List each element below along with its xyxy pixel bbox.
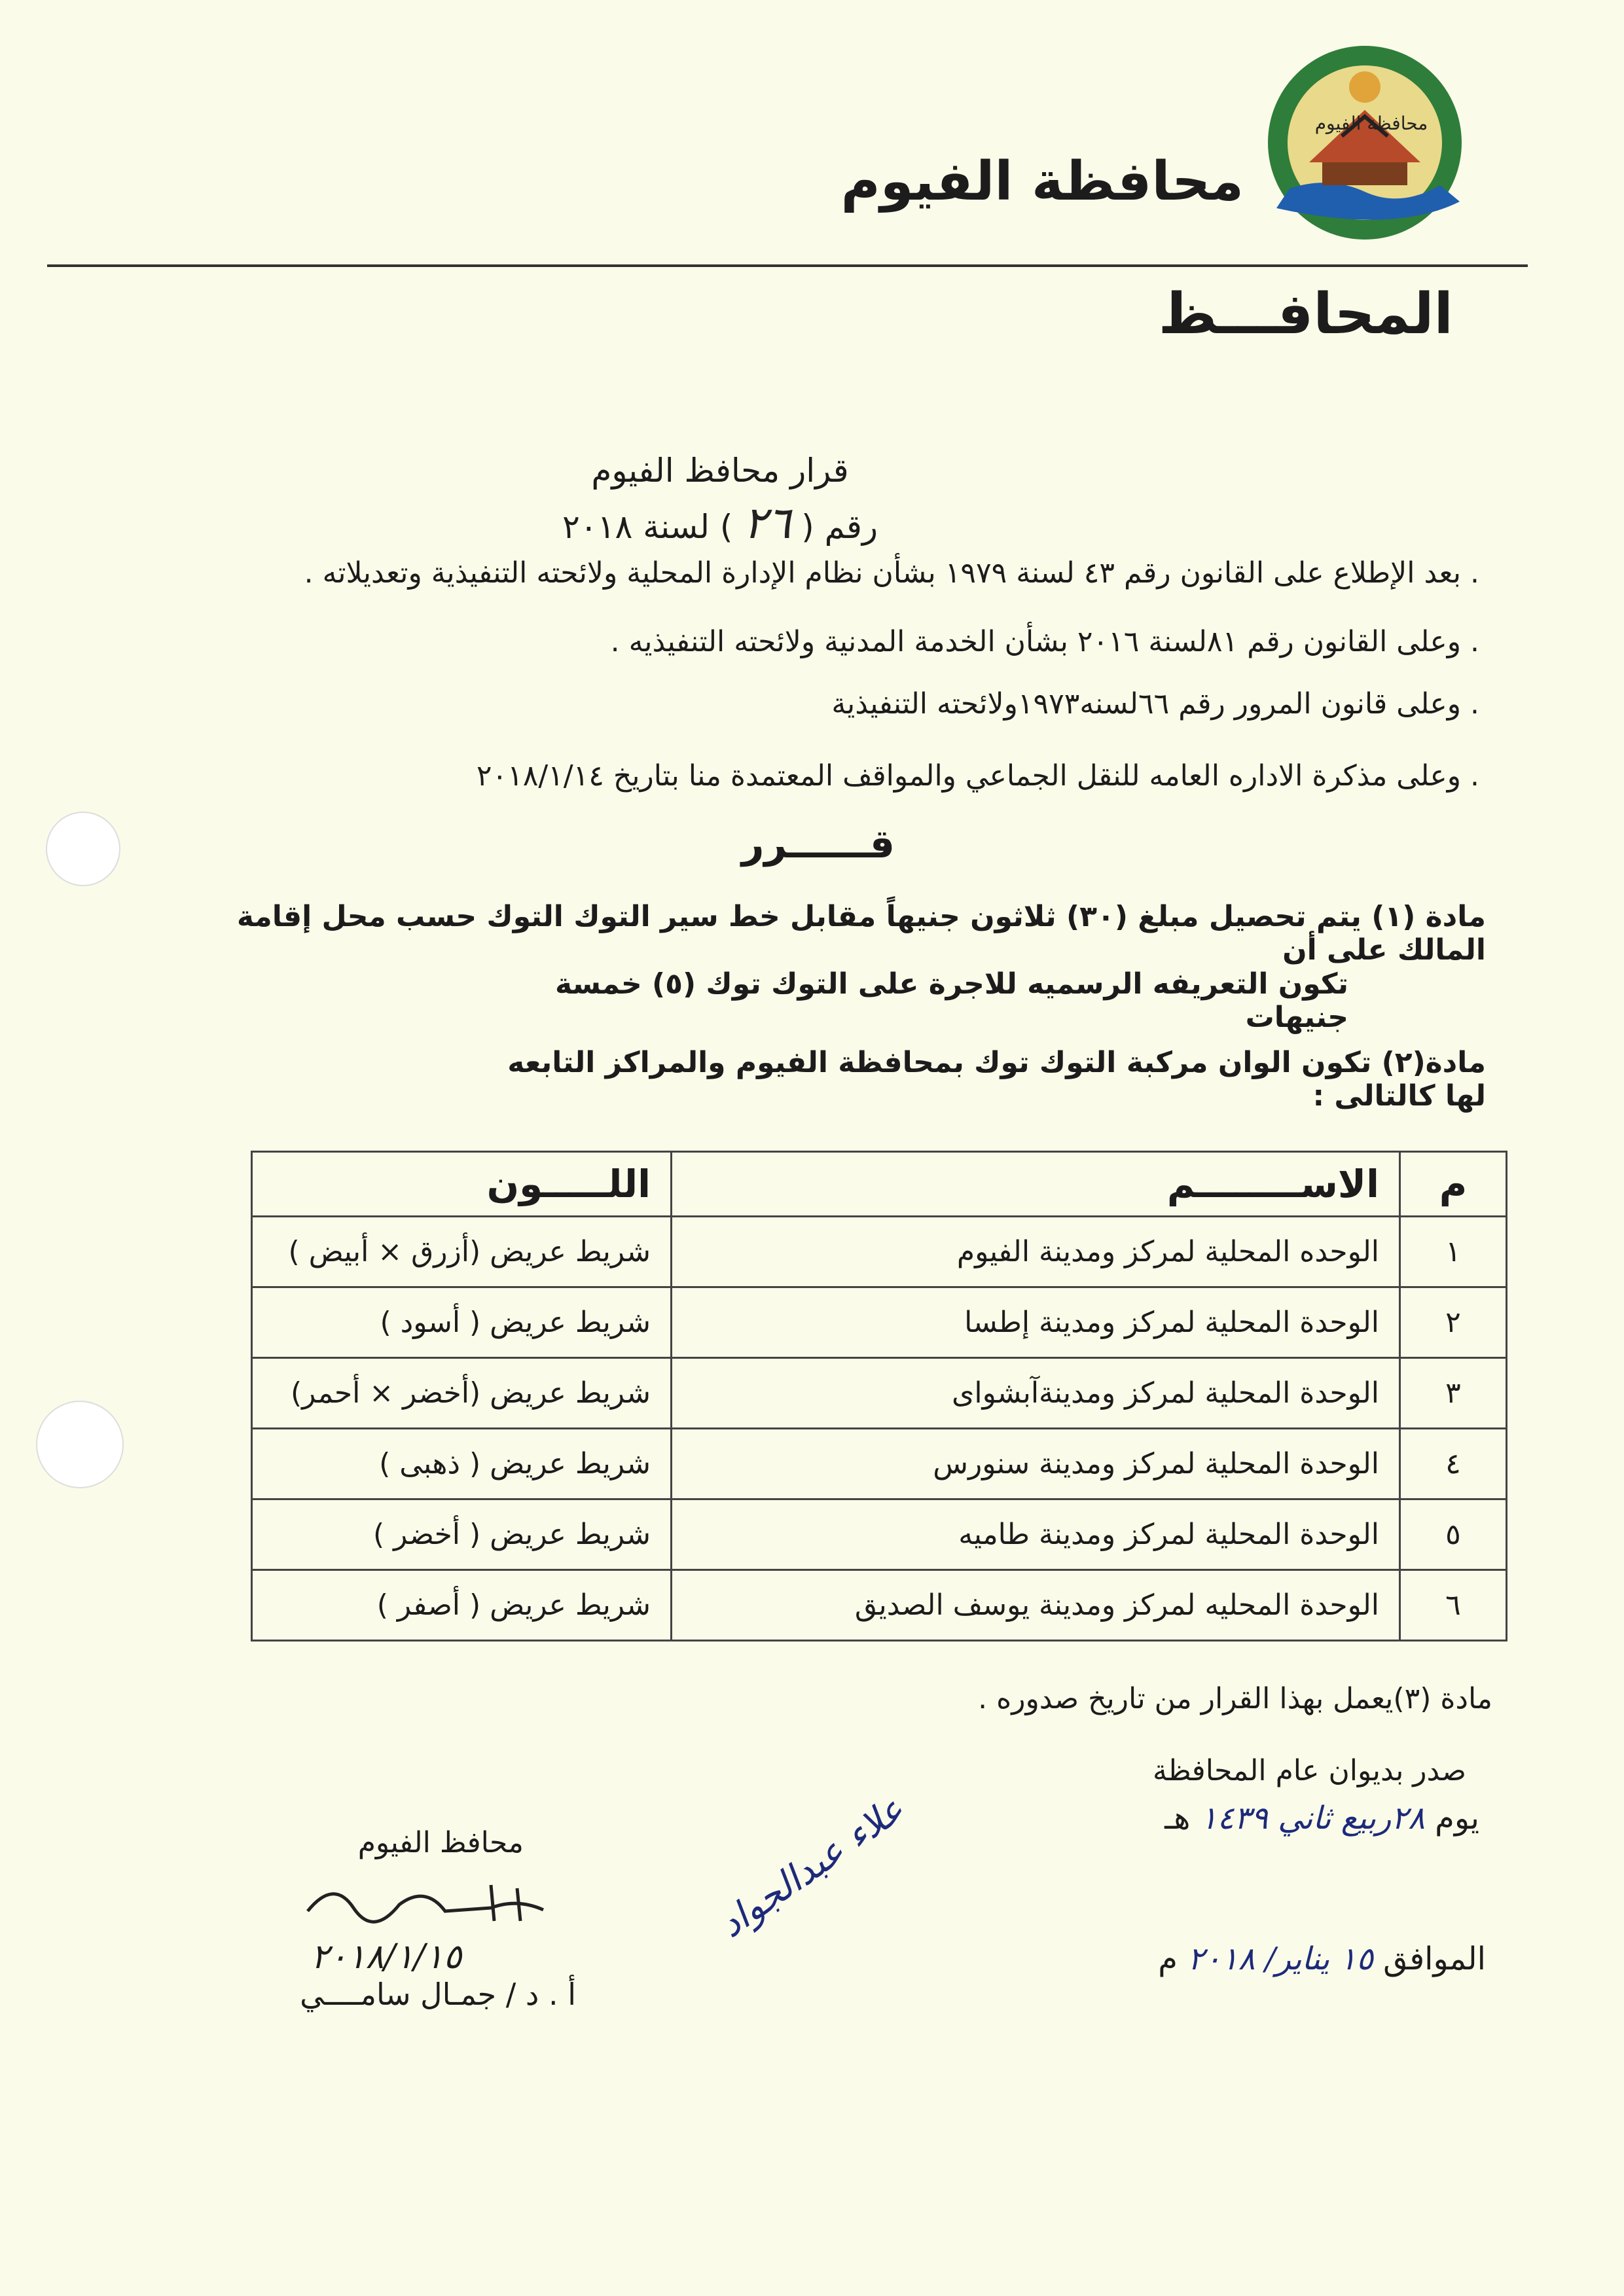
- colors-table: [251, 1151, 1507, 1641]
- article-1-line-2: تكون التعريفه الرسميه للاجرة على التوك توك (٥) خمسة جنيهات: [554, 967, 1348, 1034]
- decree-title: قرار محافظ الفيوم: [591, 452, 849, 490]
- header-color: اللـــــون: [252, 1152, 672, 1217]
- article-1-line-1: مادة (١) يتم تحصيل مبلغ (٣٠) ثلاثون جنيهاً مقابل خط سير التوك التوك حسب محل إقامة المالك على أن: [236, 900, 1486, 967]
- preamble-line-1: . بعد الإطلاع على القانون رقم ٤٣ لسنة ١٩٧٩ بشأن نظام الإدارة المحلية ولائحته التنفيذية وتعديلاته .: [304, 556, 1479, 590]
- governor-signature-scribble: [295, 1872, 569, 1931]
- decided-heading: قــــــرر: [741, 821, 895, 867]
- row-name: الوحدة المحلية لمركز ومدينة إطسا: [672, 1287, 1400, 1358]
- signatory-title: محافظ الفيوم: [357, 1826, 524, 1859]
- header-num: م: [1400, 1152, 1507, 1217]
- greg-suffix: م: [1158, 1941, 1178, 1977]
- row-num: ١: [1400, 1217, 1507, 1287]
- row-color: شريط عريض ( أصفر ): [252, 1570, 672, 1641]
- hijri-prefix: يوم: [1435, 1800, 1479, 1837]
- governorate-name: محافظة الفيوم: [840, 151, 1244, 213]
- row-name: الوحدة المحلية لمركز ومدينة طاميه: [672, 1499, 1400, 1570]
- office-title: المحافـــظ: [1158, 281, 1453, 347]
- header-divider: [47, 264, 1528, 267]
- row-color: شريط عريض (أزرق × أبيض ): [252, 1217, 672, 1287]
- row-num: ٦: [1400, 1570, 1507, 1641]
- issued-at: صدر بديوان عام المحافظة: [1152, 1754, 1466, 1787]
- preamble-line-2: . وعلى القانون رقم ٨١لسنة ٢٠١٦ بشأن الخدمة المدنية ولائحته التنفيذيه .: [610, 625, 1479, 658]
- hijri-date-line: [851, 1800, 1479, 1837]
- table-row: [252, 1429, 1507, 1499]
- gregorian-date-line: [851, 1941, 1486, 1977]
- decree-number-suffix: ) لسنة ٢٠١٨: [562, 508, 733, 546]
- table-row: [252, 1217, 1507, 1287]
- table-row: [252, 1358, 1507, 1429]
- punch-hole: [46, 812, 120, 886]
- table-header-row: [252, 1152, 1507, 1217]
- row-color: شريط عريض (أخضر × أحمر): [252, 1358, 672, 1429]
- row-name: الوحده المحلية لمركز ومدينة الفيوم: [672, 1217, 1400, 1287]
- table-row: [252, 1287, 1507, 1358]
- row-color: شريط عريض ( أخضر ): [252, 1499, 672, 1570]
- decree-number-line: [458, 497, 982, 549]
- signature-date: ٢٠١٨/١/١٥: [310, 1937, 462, 1977]
- table-row: [252, 1499, 1507, 1570]
- row-color: شريط عريض ( أسود ): [252, 1287, 672, 1358]
- greg-prefix: الموافق: [1383, 1941, 1486, 1977]
- greg-date: ١٥ يناير/ ٢٠١٨: [1187, 1941, 1373, 1977]
- preamble-line-4: . وعلى مذكرة الاداره العامه للنقل الجماعي والمواقف المعتمدة منا بتاريخ ٢٠١٨/١/١٤: [476, 759, 1479, 793]
- governorate-logo: [1263, 38, 1466, 254]
- signatory-name: أ . د / جمـال سامــــي: [300, 1977, 576, 2012]
- hijri-date: ٢٨ربيع ثاني ١٤٣٩: [1200, 1800, 1425, 1837]
- article-2: مادة(٢) تكون الوان مركبة التوك توك بمحافظة الفيوم والمراكز التابعه لها كالتالى :: [507, 1046, 1486, 1113]
- row-num: ٣: [1400, 1358, 1507, 1429]
- header-name: الاســــــــم: [672, 1152, 1400, 1217]
- decree-number-value: ٢٦: [743, 497, 791, 549]
- preamble-line-3: . وعلى قانون المرور رقم ٦٦لسنه١٩٧٣ولائحته التنفيذية: [831, 687, 1479, 721]
- row-color: شريط عريض ( ذهبى ): [252, 1429, 672, 1499]
- row-num: ٤: [1400, 1429, 1507, 1499]
- punch-hole: [36, 1401, 124, 1488]
- second-signature: علاء عبدالجواد: [711, 1787, 912, 1946]
- hijri-suffix: هـ: [1164, 1800, 1191, 1837]
- row-num: ٥: [1400, 1499, 1507, 1570]
- row-name: الوحدة المحليه لمركز ومدينة يوسف الصديق: [672, 1570, 1400, 1641]
- table-row: [252, 1570, 1507, 1641]
- logo-text: محافظة الفيوم: [1314, 113, 1428, 134]
- decree-number-prefix: رقم (: [801, 508, 878, 546]
- row-name: الوحدة المحلية لمركز ومدينة سنورس: [672, 1429, 1400, 1499]
- row-name: الوحدة المحلية لمركز ومدينةآبشواى: [672, 1358, 1400, 1429]
- row-num: ٢: [1400, 1287, 1507, 1358]
- article-3: مادة (٣)يعمل بهذا القرار من تاريخ صدوره .: [978, 1682, 1492, 1715]
